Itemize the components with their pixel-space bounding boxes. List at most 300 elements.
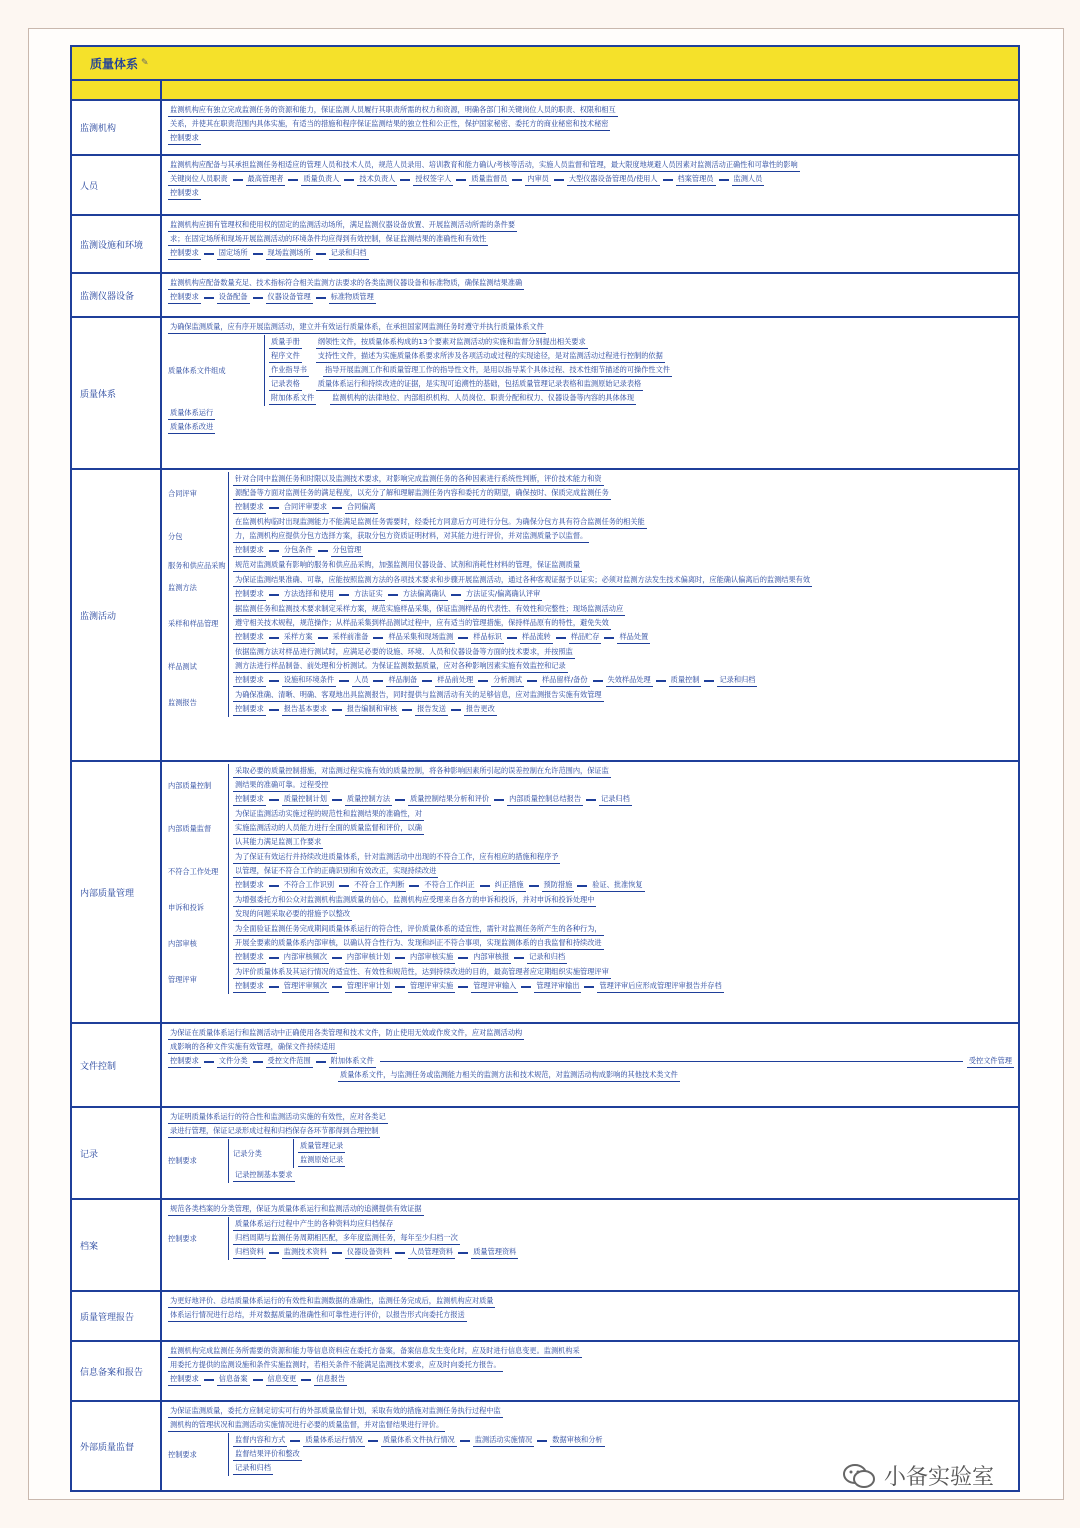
connector-line	[301, 1379, 311, 1381]
section-label: 内部质量管理	[72, 762, 162, 1022]
sub-label: 分包	[168, 531, 183, 541]
connector-line	[656, 680, 666, 682]
text-line	[233, 908, 1014, 921]
connector-line	[402, 709, 412, 711]
branch-item: 仪器设备管理	[266, 291, 313, 304]
connector-line	[269, 637, 279, 639]
sub-body	[228, 1139, 1014, 1183]
description-text: 以管理，保证不符合工作的正确识别和有效改正，实现持续改进	[233, 865, 438, 878]
connector-line	[556, 637, 566, 639]
section-label: 记录	[72, 1108, 162, 1198]
description-text: 关系，并使其在职责范围内具体实施，有适当的措施和程序保证监测结果的独立性和公正性，保护国家秘密、委托方的商业秘密和技术秘密	[168, 118, 610, 131]
description-text: 力，监测机构应提供分包方选择方案，获取分包方资质证明材料，对其能力进行评价，并对监测质量予以监督。	[233, 530, 589, 543]
edit-icon[interactable]: ✎	[141, 58, 149, 68]
section-label: 人员	[72, 156, 162, 214]
text-line	[168, 1125, 1014, 1138]
branch-line	[233, 703, 1014, 716]
connector-line	[507, 637, 517, 639]
branch-line	[168, 1055, 1014, 1068]
branch-line	[233, 1434, 1014, 1447]
description-text: 监测机构应拥有管理权和使用权的固定的监测活动场所，满足监测仪器设备放置、开展监测活动所需的条件要	[168, 219, 517, 232]
text-line	[233, 530, 1014, 543]
branch-item: 方法证实/偏离确认评审	[464, 588, 542, 601]
branch-line	[233, 631, 1014, 644]
branch-item: 样品前处理	[435, 674, 475, 687]
record-branch	[168, 1139, 1014, 1183]
group-label: 质量体系文件组成	[168, 365, 226, 375]
section-label: 文件控制	[72, 1024, 162, 1106]
section-row-7	[72, 762, 1018, 1024]
text-line	[298, 1140, 1014, 1153]
description-text: 为保证监测活动实施过程的规范性和监测结果的准确性，对	[233, 808, 424, 821]
branch-item: 质量控制方法	[345, 793, 392, 806]
description-text: 监测机构应配备数量充足、技术指标符合相关监测方法要求的各类监测仪器设备和标准物质，确保监测结果准确	[168, 277, 524, 290]
connector-line	[339, 680, 349, 682]
sub-body	[228, 472, 1014, 515]
branch-item: 控制要求	[168, 291, 201, 304]
branch-item: 失效样品处理	[606, 674, 653, 687]
section-label: 质量管理报告	[72, 1292, 162, 1340]
branch-line	[168, 247, 1014, 260]
description-text: 为全面验证监测任务完成期间质量体系运行的符合性，评价质量体系的适宜性，需针对监测任务所产生的各种行为，	[233, 923, 604, 936]
section-body	[162, 1108, 1018, 1198]
branch-item: 质量体系文件执行情况	[381, 1434, 457, 1447]
doc-name: 附加体系文件	[269, 392, 316, 405]
branch-item: 人员管理资料	[408, 1246, 455, 1259]
branch-item: 方法偏离确认	[401, 588, 448, 601]
document-title: 质量体系	[90, 56, 139, 71]
branch-item: 附加体系文件	[329, 1055, 376, 1068]
sub-body	[228, 893, 1014, 922]
controlled-doc-management: 受控文件管理	[967, 1055, 1014, 1068]
branch-item: 样品流转	[520, 631, 553, 644]
description-text: 质量体系文件，与监测任务或监测能力相关的监测方法和技术规范，对监测活动构成影响的其他技术类文件	[338, 1069, 680, 1082]
connector-line	[395, 1252, 405, 1254]
connector-line	[332, 799, 342, 801]
section-label: 信息备案和报告	[72, 1342, 162, 1400]
branch-item: 样品采集和现场监测	[386, 631, 455, 644]
connector-line	[332, 709, 342, 711]
branch-item: 最高管理者	[246, 173, 286, 186]
branch-item: 采样前准备	[331, 631, 371, 644]
sub-body	[228, 515, 1014, 558]
connector-line	[663, 179, 673, 181]
branch-item: 控制要求	[168, 1055, 201, 1068]
archive-branch	[168, 1217, 1014, 1260]
description-text: 依据监测方法对样品进行测试时，应满足必要的设施、环境、人员和仪器设备等方面的技术要求，并按照监	[233, 646, 575, 659]
section-row-8	[72, 1024, 1018, 1108]
connector-line	[458, 986, 468, 988]
sub-label: 样品测试	[168, 661, 197, 671]
connector-line	[451, 594, 461, 596]
section-row-10	[72, 1200, 1018, 1292]
connector-line	[593, 680, 603, 682]
connector-line	[604, 637, 614, 639]
sub-label: 内部审核	[168, 938, 197, 948]
section-body	[162, 274, 1018, 316]
branch-item: 样品制备	[386, 674, 419, 687]
doc-line	[269, 350, 1014, 363]
branch-item: 管理评审输出	[534, 980, 581, 993]
text-line	[233, 1232, 1014, 1245]
branch-line	[168, 1373, 1014, 1386]
description-text: 质量体系运行过程中产生的各种资料均应归档保存	[233, 1218, 395, 1231]
description-text: 为评价质量体系及其运行情况的适宜性、有效性和规范性，达到持续改进的目的，最高管理者应定期组织实施管理评审	[233, 966, 611, 979]
description-text: 控制要求	[168, 132, 201, 145]
branch-item: 管理评审实施	[408, 980, 455, 993]
section-body	[162, 216, 1018, 272]
branch-item: 合同评审要求	[282, 501, 329, 514]
description-text: 为确保监测质量，应有序开展监测活动，建立并有效运行质量体系，在承担国家网监测任务时遵守并执行质量体系文件	[168, 321, 546, 334]
branch-item: 样品贮存	[569, 631, 602, 644]
branch-item: 不符合工作识别	[282, 879, 336, 892]
text-line	[233, 1169, 1014, 1182]
description-text: 监测原始记录	[298, 1154, 345, 1167]
sub-branch	[168, 893, 1014, 922]
branch-item: 控制要求	[233, 588, 266, 601]
sub-branch	[168, 965, 1014, 994]
doc-name: 作业指导书	[269, 364, 309, 377]
sub-label: 采样和样品管理	[168, 618, 219, 628]
doc-group	[168, 335, 1014, 406]
connector-line	[584, 986, 594, 988]
branch-item: 样品标识	[471, 631, 504, 644]
connector-line	[586, 799, 596, 801]
connector-line	[269, 957, 279, 959]
doc-desc: 指导开展监测工作和质量管理工作的指导性文件，是用以指导某个具体过程、技术性细节描述的可操作性文件	[323, 364, 672, 377]
text-line	[233, 851, 1014, 864]
description-text: 测结果的准确可靠。过程受控	[233, 779, 330, 792]
connector-line	[554, 179, 564, 181]
text-line	[233, 689, 1014, 702]
description-text: 规范各类档案的分类管理，保证为质量体系运行和监测活动的追溯提供有效证据	[168, 1203, 424, 1216]
connector-line	[290, 1440, 300, 1442]
connector-line	[318, 637, 328, 639]
text-line	[233, 808, 1014, 821]
branch-item: 控制要求	[233, 631, 266, 644]
section-body	[162, 1024, 1018, 1106]
branch-item: 质量监督员	[469, 173, 509, 186]
quality-system-document	[70, 45, 1020, 1492]
text-line	[233, 617, 1014, 630]
text-line	[168, 1419, 1014, 1432]
doc-name: 程序文件	[269, 350, 302, 363]
section-label: 监测活动	[72, 470, 162, 760]
branch-item: 固定场所	[217, 247, 250, 260]
section-body	[162, 1292, 1018, 1340]
connector-line	[269, 594, 279, 596]
branch-item: 控制要求	[233, 980, 266, 993]
connector-line	[521, 986, 531, 988]
branch-item: 质量控制结果分析和评价	[408, 793, 491, 806]
description-text: 源配备等方面对监测任务的满足程度，以充分了解和理解监测任务内容和委托方的期望，确保按时、保质完成监测任务	[233, 487, 611, 500]
branch-item: 质量控制	[669, 674, 702, 687]
branch-item: 监测人员	[732, 173, 765, 186]
description-text: 发现的问题采取必要的措施予以整改	[233, 908, 352, 921]
connector-line	[373, 680, 383, 682]
section-body	[162, 1342, 1018, 1400]
branch-item: 监测技术资料	[282, 1246, 329, 1259]
branch-line	[233, 501, 1014, 514]
branch-item: 授权签字人	[413, 173, 453, 186]
connector-line	[400, 179, 410, 181]
description-text: 体系运行情况进行总结，并对数据质量的准确性和可靠性进行评价，以报告形式向委托方报送	[168, 1309, 467, 1322]
sub-body	[228, 850, 1014, 893]
branch-item: 报告发送	[415, 703, 448, 716]
branch-item: 人员	[352, 674, 370, 687]
branch-item: 记录和归档	[329, 247, 369, 260]
branch-item: 报告基本要求	[282, 703, 329, 716]
text-line	[168, 219, 1014, 232]
section-body	[162, 156, 1018, 214]
text-line	[168, 118, 1014, 131]
connector-line	[332, 986, 342, 988]
description-text: 为增强委托方和公众对监测机构监测质量的信心，监测机构应受理来自各方的申诉和投诉，并对申诉和投诉处理中	[233, 894, 596, 907]
doc-name: 记录表格	[269, 378, 302, 391]
section-body	[162, 318, 1018, 468]
description-text: 监测机构完成监测任务所需要的资源和能力等信息资料应在委托方备案，备案信息发生变化时，应及时进行信息变更。监测机构采	[168, 1345, 582, 1358]
branch-item: 文件分类	[217, 1055, 250, 1068]
description-text: 规范对监测质量有影响的服务和供应品采购，加强监测用仪器设备、试剂和消耗性材料的管理，保证监测质量	[233, 559, 582, 572]
sub-branch	[168, 764, 1014, 807]
branch-item: 分包条件	[282, 544, 315, 557]
text-line	[233, 923, 1014, 936]
branch-item: 预防措施	[542, 879, 575, 892]
connector-line	[395, 986, 405, 988]
text-line	[168, 1295, 1014, 1308]
branch-item: 验证、批准恢复	[590, 879, 644, 892]
sub-label: 管理评审	[168, 974, 197, 984]
description-text: 成影响的各种文件实施有效管理，确保文件持续适用	[168, 1041, 337, 1054]
wechat-icon	[842, 1462, 876, 1490]
connector-line	[316, 297, 326, 299]
description-text: 为了保证有效运行并持续改进质量体系，针对监测活动中出现的不符合工作，应有相应的措施和程序予	[233, 851, 560, 864]
branch-item: 合同偏离	[345, 501, 378, 514]
section-row-4	[72, 274, 1018, 318]
branch-item: 不符合工作判断	[352, 879, 406, 892]
branch-line	[233, 588, 1014, 601]
branch-item: 大型仪器设备管理员/使用人	[567, 173, 660, 186]
branch-line	[168, 173, 1014, 186]
text-line	[168, 1027, 1014, 1040]
description-text: 为保证监测结果准确、可靠，应能按照监测方法的各项技术要求和步骤开展监测活动，通过各种客观证据予以证实；必须对监测方法发生技术偏离时，应能确认偏离后的监测结果有效	[233, 574, 812, 587]
connector-line	[460, 1440, 470, 1442]
branch-item: 不符合工作纠正	[422, 879, 476, 892]
document-title-bar	[72, 47, 1018, 81]
sub-body	[228, 764, 1014, 807]
branch-item: 监督内容和方式	[233, 1434, 287, 1447]
section-body	[162, 762, 1018, 1022]
sub-body	[228, 558, 1014, 573]
branch-item: 质量负责人	[301, 173, 341, 186]
branch-line	[233, 674, 1014, 687]
branch-item: 控制要求	[233, 951, 266, 964]
branch-line	[233, 793, 1014, 806]
description-text: 为更好地评价、总结质量体系运行的有效性和监测数据的准确性，监测任务完成后，监测机构应对质量	[168, 1295, 495, 1308]
description-text: 开展全要素的质量体系内部审核，以确认符合性行为、发现和纠正不符合事项，实现监测体系的自我监督和持续改进	[233, 937, 604, 950]
sub-branch	[168, 645, 1014, 688]
branch-item: 分析测试	[491, 674, 524, 687]
doc-desc: 监测机构的法律地位、内部组织机构、人员岗位、职责分配和权力、仪器设备等内容的具体体现	[330, 392, 636, 405]
section-row-1	[72, 101, 1018, 156]
sub-label: 记录分类	[233, 1148, 262, 1158]
branch-item: 控制要求	[233, 879, 266, 892]
text-line	[233, 516, 1014, 529]
section-row-12	[72, 1342, 1018, 1402]
sub-body	[228, 922, 1014, 965]
branch-item: 管理评审频次	[282, 980, 329, 993]
doc-desc: 纲领性文件，按质量体系构成的13个要素对监测活动的实施和监督分别提出相关要求	[316, 336, 588, 349]
sub-label: 内部质量监督	[168, 823, 212, 833]
section-row-11	[72, 1292, 1018, 1342]
doc-line	[269, 336, 1014, 349]
connector-line	[409, 885, 419, 887]
connector-line	[233, 179, 243, 181]
connector-line	[269, 550, 279, 552]
connector-line	[253, 1061, 263, 1063]
connector-line	[512, 179, 522, 181]
sub-branch	[168, 922, 1014, 965]
connector-line	[269, 709, 279, 711]
connector-line	[316, 1061, 326, 1063]
section-label: 监测机构	[72, 101, 162, 154]
connector-line	[253, 1379, 263, 1381]
sub-branch	[168, 558, 1014, 573]
text-line	[233, 473, 1014, 486]
text-line	[233, 894, 1014, 907]
branch-item: 质量体系运行情况	[303, 1434, 365, 1447]
sub-branch	[168, 688, 1014, 717]
connector-line	[395, 799, 405, 801]
doc-desc: 支持性文件，描述为实施质量体系要求所涉及各项活动或过程的实现途径，是对监测活动过程进行控制的依据	[316, 350, 665, 363]
connector-line	[344, 179, 354, 181]
text-line	[168, 1309, 1014, 1322]
branch-item: 信息变更	[266, 1373, 299, 1386]
doc-desc: 质量体系运行和持续改进的证据，是实现可追溯性的基础，包括质量管理记录表格和监测原始记录表格	[316, 378, 643, 391]
branch-item: 记录和归档	[717, 674, 757, 687]
connector-line	[458, 637, 468, 639]
connector-line	[422, 680, 432, 682]
description-text: 质量管理记录	[298, 1140, 345, 1153]
branch-item: 方法证实	[352, 588, 385, 601]
branch-item: 控制要求	[233, 674, 266, 687]
doc-line	[269, 364, 1014, 377]
sub-label: 服务和供应品采购	[168, 560, 226, 570]
text-line	[233, 765, 1014, 778]
connector-line	[537, 1440, 547, 1442]
connector-line	[316, 253, 326, 255]
connector-line	[332, 1252, 342, 1254]
branch-item: 控制要求	[168, 247, 201, 260]
connector-line	[388, 594, 398, 596]
text-line	[168, 321, 1014, 334]
connector-line	[204, 297, 214, 299]
branch-item: 现场监测场所	[266, 247, 313, 260]
connector-line	[514, 957, 524, 959]
connector-line	[339, 594, 349, 596]
section-body	[162, 101, 1018, 154]
text-line	[233, 603, 1014, 616]
text-line	[233, 646, 1014, 659]
watermark-text: 小备实验室	[884, 1465, 995, 1490]
text-line	[233, 937, 1014, 950]
connector-line	[456, 179, 466, 181]
branch-item: 管理评审输入	[471, 980, 518, 993]
description-text: 录进行管理，保证记录形成过程和归档保存各环节都得到合理控制	[168, 1125, 380, 1138]
text-line	[233, 574, 1014, 587]
branch-item: 控制要求	[233, 501, 266, 514]
sub-body	[228, 645, 1014, 688]
connector-line	[368, 1440, 378, 1442]
description-text: 认其能力满足监测工作要求	[233, 836, 323, 849]
description-text: 为保证监测质量，委托方应制定切实可行的外部质量监督计划，采取有效的措施对监测任务执行过程中监	[168, 1405, 503, 1418]
doc-line	[269, 378, 1014, 391]
sub-body	[228, 807, 1014, 850]
sub-label: 申诉和投诉	[168, 902, 204, 912]
connector-line	[269, 507, 279, 509]
section-row-3	[72, 216, 1018, 274]
section-row-6	[72, 470, 1018, 762]
text-line	[233, 836, 1014, 849]
branch-item: 控制要求	[233, 793, 266, 806]
branch-line	[233, 879, 1014, 892]
connector-line	[253, 253, 263, 255]
branch-item: 纠正措施	[493, 879, 526, 892]
text-line	[233, 966, 1014, 979]
description-text: 实施监测活动的人员能力进行全面的质量监督和评价，以确	[233, 822, 424, 835]
text-line	[233, 865, 1014, 878]
branch-item: 档案管理员	[676, 173, 716, 186]
connector-line	[269, 986, 279, 988]
branch-item: 内部审核计划	[345, 951, 392, 964]
description-text: 采取必要的质量控制措施，对监测过程实施有效的质量控制，将各种影响因素所引起的误差控制在允许范围内，保证监	[233, 765, 611, 778]
connector-line	[318, 550, 328, 552]
connector-line	[269, 680, 279, 682]
text-line	[233, 779, 1014, 792]
description-text: 据监测任务和监测技术要求制定采样方案，规范实施样品采集，保证监测样品的代表性、有效性和完整性；现场监测活动应	[233, 603, 625, 616]
section-label: 档案	[72, 1200, 162, 1290]
sub-body	[228, 688, 1014, 717]
branch-item: 技术负责人	[357, 173, 397, 186]
connector-line	[577, 885, 587, 887]
section-row-9	[72, 1108, 1018, 1200]
connector-line	[269, 1252, 279, 1254]
description-text: 归档周期与监测任务周期相匹配，多年度监测任务，每年至少归档一次	[233, 1232, 460, 1245]
text-line	[168, 187, 1014, 200]
text-line	[168, 1111, 1014, 1124]
text-line	[233, 487, 1014, 500]
sub-label: 不符合工作处理	[168, 866, 219, 876]
branch-line	[233, 544, 1014, 557]
sub-body	[293, 1139, 1014, 1168]
sub-branch	[168, 602, 1014, 645]
sub-branch	[168, 850, 1014, 893]
branch-item: 内部审核实施	[408, 951, 455, 964]
sub-body	[228, 602, 1014, 645]
connector-line	[719, 179, 729, 181]
text-line	[168, 407, 1014, 420]
branch-line	[168, 291, 1014, 304]
description-text: 控制要求	[168, 187, 201, 200]
branch-item: 管理评审后应形成管理评审报告并存档	[597, 980, 723, 993]
sub-branch	[168, 472, 1014, 515]
sub-label: 控制要求	[168, 1233, 197, 1243]
description-text: 为证明质量体系运行的符合性和监测活动实施的有效性，应对各类记	[168, 1111, 388, 1124]
text-line	[233, 660, 1014, 673]
branch-line	[233, 1246, 1014, 1259]
description-text: 针对合同中监测任务和时限以及监测技术要求，对影响完成监测任务的各种因素进行系统性判断，评价技术能力和资	[233, 473, 604, 486]
connector-line	[253, 297, 263, 299]
